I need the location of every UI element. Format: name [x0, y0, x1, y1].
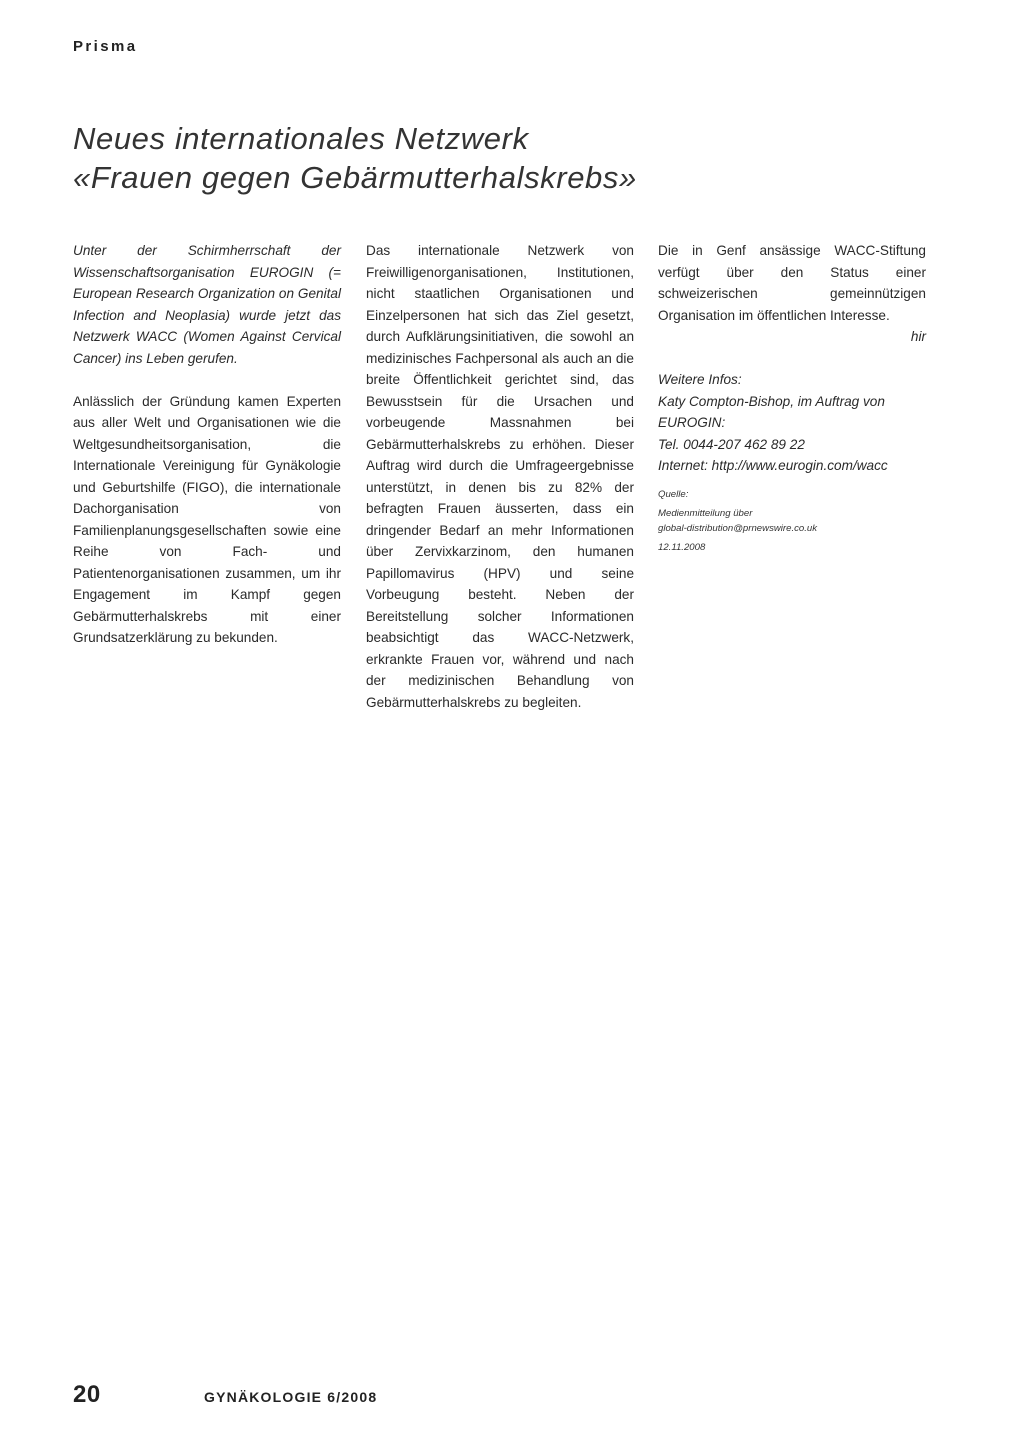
- article-column-3: [658, 240, 926, 555]
- journal-issue: GYNÄKOLOGIE 6/2008: [204, 1389, 378, 1405]
- article-column-2: [366, 240, 634, 713]
- source-email: global-distribution@prnewswire.co.uk: [658, 522, 818, 534]
- source-label: Quelle:: [658, 488, 689, 500]
- page-number: 20: [73, 1381, 101, 1408]
- author-signature: hir: [910, 329, 926, 344]
- contact-website: Internet: http://www.eurogin.com/wacc: [658, 458, 888, 473]
- contact-phone: Tel. 0044-207 462 89 22: [658, 436, 805, 452]
- source-note: [658, 487, 926, 555]
- article-title-line-1: Neues internationales Netzwerk: [73, 121, 529, 156]
- contact-person: Katy Compton-Bishop, im Auftrag von EUROGIN:: [658, 393, 885, 430]
- section-label: Prisma: [73, 38, 138, 55]
- source-line: Medienmitteilung über: [658, 507, 753, 519]
- article-lead: Unter der Schirmherrschaft der Wissenschaftsorganisation EUROGIN (= European Research Organization on Genital Infection and Neoplasia) wurde jetzt das Netzwerk WACC (Women Against Cervical Cancer) ins Leben gerufen.: [73, 243, 341, 366]
- article-paragraph: Die in Genf ansässige WACC-Stiftung verfügt über den Status einer schweizerischen gemeinnützigen Organisation im öffentlichen Interesse.: [658, 243, 926, 323]
- source-date: 12.11.2008: [658, 541, 706, 553]
- further-info: [658, 369, 926, 477]
- article-paragraph: Das internationale Netzwerk von Freiwilligenorganisationen, Institutionen, nicht staatlichen Organisationen und Einzelpersonen hat sich das Ziel gesetzt, durch Aufklärungsinitiativen, die sowohl an medizinisches Fachpersonal als auch an die breite Öffentlichkeit gerichtet sind, das Bewusstsein für die Ursachen und vorbeugende Massnahmen bei Gebärmutterhalskrebs zu erhöhen. Dieser Auftrag wird durch die Umfrageergebnisse unterstützt, in denen bis zu 82% der befragten Frauen äusserten, dass ein dringender Bedarf an mehr Informationen über Zervixkarzinom, den humanen Papillomavirus (HPV) und seine Vorbeugung besteht. Neben der Bereitstellung solcher Informationen beabsichtigt das WACC-Netzwerk, erkrankte Frauen vor, während und nach der medizinischen Behandlung von Gebärmutterhalskrebs zu begleiten.: [366, 243, 634, 710]
- article-title: [73, 119, 953, 197]
- article-paragraph: Anlässlich der Gründung kamen Experten aus aller Welt und Organisationen wie die Weltgesundheitsorganisation, die Internationale Vereinigung für Gynäkologie und Geburtshilfe (FIGO), die internationale Dachorganisation von Familienplanungsgesellschaften sowie eine Reihe von Fach- und Patientenorganisationen zusammen, um ihr Engagement im Kampf gegen Gebärmutterhalskrebs mit einer Grundsatzerklärung zu bekunden.: [73, 393, 341, 645]
- article-column-1: [73, 240, 341, 649]
- further-info-heading: Weitere Infos:: [658, 372, 742, 387]
- article-title-line-2: «Frauen gegen Gebärmutterhalskrebs»: [73, 160, 637, 195]
